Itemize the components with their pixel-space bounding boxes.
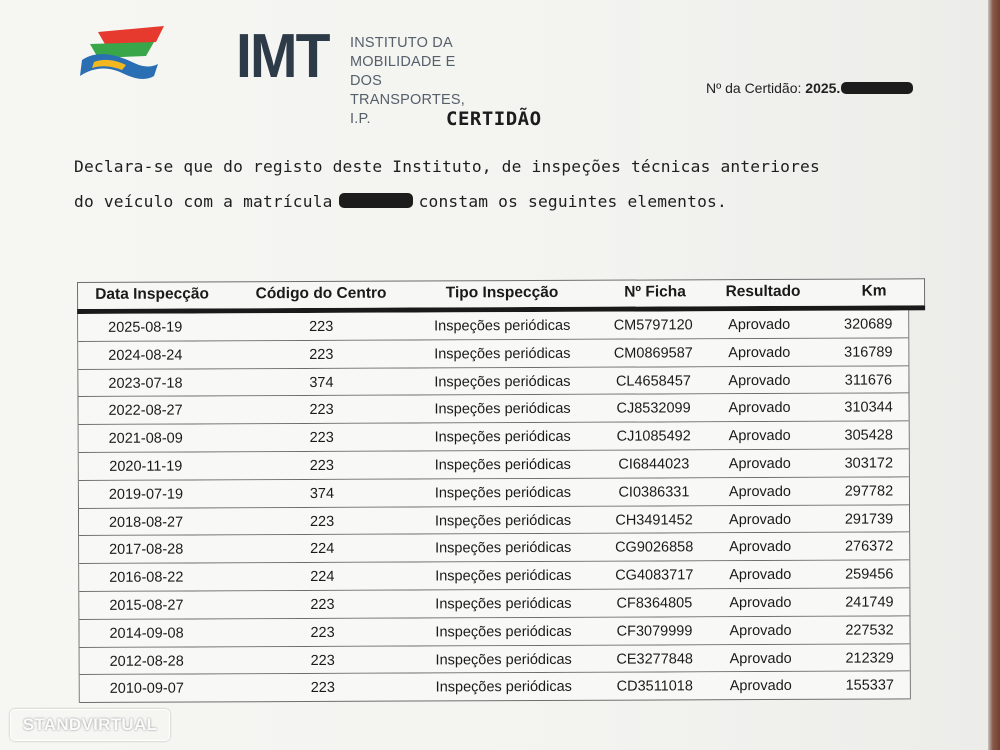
table-cell: 259456 [845,566,894,583]
table-cell: CD3511018 [616,678,693,696]
declaration-text-before: do veículo com a matrícula [74,192,333,211]
table-row [79,449,909,480]
table-cell: Aprovado [729,594,792,612]
table-cell: 2014-09-08 [109,625,184,642]
table-cell: CE3277848 [616,650,693,668]
table-cell: CM5797120 [613,317,693,334]
table-cell: Inspeções periódicas [434,512,572,530]
table-cell: CG9026858 [615,539,694,557]
table-cell: Aprovado [728,344,791,361]
table-row [78,310,908,341]
table-cell: 310344 [844,399,893,417]
table-cell: 223 [310,596,335,613]
table-row [78,366,908,397]
table-cell: Aprovado [729,650,792,667]
table-cell: 241749 [845,594,894,611]
table-cell: 2022-08-27 [108,402,183,420]
table-cell: 2020-11-19 [109,458,183,475]
table-cell: Inspeções periódicas [435,568,572,585]
table-cell: 2024-08-24 [108,347,183,364]
table-cell: 155337 [845,677,894,695]
table-cell: 223 [309,430,334,447]
table-cell: Aprovado [728,400,791,417]
table-cell: 2017-08-28 [109,541,184,559]
table-cell: CI0386331 [618,484,690,501]
table-row [80,644,910,675]
table-cell: 305428 [844,427,893,444]
table-cell: 223 [309,346,334,363]
certificate-number-value: 2025. [805,80,841,96]
column-header: Código do Centro [255,284,387,303]
logo-wordmark: IMT [236,22,329,91]
table-cell: 316789 [844,344,893,361]
table-cell: 2012-08-28 [109,653,184,670]
certificate-label: Nº da Certidão: [706,80,802,96]
logo-subtitle: INSTITUTO DA MOBILIDADE E DOS TRANSPORTES, I.P. [350,35,465,127]
table-cell: 223 [310,624,335,641]
declaration-text-after: constam os seguintes elementos. [418,192,727,211]
table-cell: Inspeções periódicas [435,651,572,669]
table-cell: Inspeções periódicas [434,429,571,446]
table-cell: 2023-07-18 [108,375,183,392]
table-cell: 2025-08-19 [108,319,183,336]
table-cell: CI6844023 [618,456,690,473]
certificate-number [706,80,913,96]
imt-logo-icon [76,24,166,84]
table-cell: Inspeções periódicas [434,373,571,391]
watermark: STANDVIRTUAL [10,709,170,741]
table-cell: Aprovado [729,678,792,695]
table-cell: Aprovado [728,455,791,473]
table-row [79,505,909,536]
table-cell: CJ1085492 [616,428,691,445]
table-cell: 223 [310,652,335,669]
table-cell: 2019-07-19 [108,486,184,503]
table-cell: CF3079999 [616,623,693,640]
table-cell: Aprovado [729,622,792,639]
table-cell: Inspeções periódicas [434,345,571,363]
table-cell: Inspeções periódicas [435,623,572,641]
table-cell: 297782 [844,483,894,500]
table-cell: 2016-08-22 [109,569,184,587]
table-cell: 320689 [843,316,893,333]
table-cell: CH3491452 [615,511,693,529]
redaction-bar [841,82,913,94]
table-cell: 223 [309,457,334,474]
inspections-table [77,278,927,703]
declaration-line-2 [74,192,727,211]
table-row [79,588,909,619]
table-cell: Aprovado [728,511,792,528]
table-row [79,561,909,592]
table-cell: Aprovado [729,539,792,556]
table-cell: Inspeções periódicas [434,456,571,474]
redaction-bar [339,193,413,208]
table-cell: 223 [310,680,335,697]
document-title: CERTIDÃO [446,108,542,130]
table-body [77,310,911,703]
column-header: Nº Ficha [624,283,686,301]
table-row [79,616,909,647]
table-cell: CG4083717 [615,567,694,584]
table-cell: 374 [309,485,335,502]
table-cell: CM0869587 [613,345,693,362]
table-cell: Inspeções periódicas [434,317,571,335]
table-cell: Inspeções periódicas [434,401,571,418]
table-cell: 223 [309,402,334,419]
table-cell: 2021-08-09 [108,430,183,448]
table-cell: Aprovado [729,567,792,584]
table-cell: 223 [309,318,334,335]
table-cell: 223 [309,513,335,530]
table-row [79,477,909,508]
table-cell: 291739 [844,511,894,528]
table-cell: 374 [309,374,334,391]
table-cell: 227532 [845,622,894,639]
table-cell: Inspeções periódicas [434,484,572,502]
column-header: Data Inspecção [95,285,209,303]
table-cell: 303172 [844,455,894,472]
table-cell: Inspeções periódicas [435,540,572,557]
table-cell: Aprovado [728,372,791,389]
table-cell: Inspeções periódicas [435,679,572,696]
table-cell: 224 [310,541,335,558]
table-cell: 311676 [844,372,893,389]
table-cell: 2010-09-07 [109,680,184,698]
column-header: Tipo Inspecção [445,283,559,302]
imt-logo [76,22,465,127]
table-cell: Aprovado [728,483,791,500]
table-cell: CL4658457 [615,372,691,390]
declaration-line-1: Declara-se que do registo deste Instituto, de inspeções técnicas anteriores [74,157,820,176]
table-cell: 212329 [845,650,894,667]
table-cell: Aprovado [728,428,791,445]
table-row [79,422,909,453]
table-cell: CJ8532099 [616,400,691,418]
table-cell: 2018-08-27 [108,514,184,531]
table-header [77,278,925,309]
table-row [79,394,909,425]
table-row [80,672,910,703]
table-cell: Aprovado [728,316,791,334]
table-cell: 2015-08-27 [109,597,184,614]
table-row [79,533,909,564]
table-cell: Inspeções periódicas [435,595,572,613]
background-edge [988,0,1000,750]
table-cell: CF8364805 [616,595,693,612]
table-row [78,338,908,369]
table-cell: 276372 [844,538,894,556]
column-header: Km [861,282,887,300]
column-header: Resultado [725,282,801,301]
table-cell: 224 [310,569,335,586]
